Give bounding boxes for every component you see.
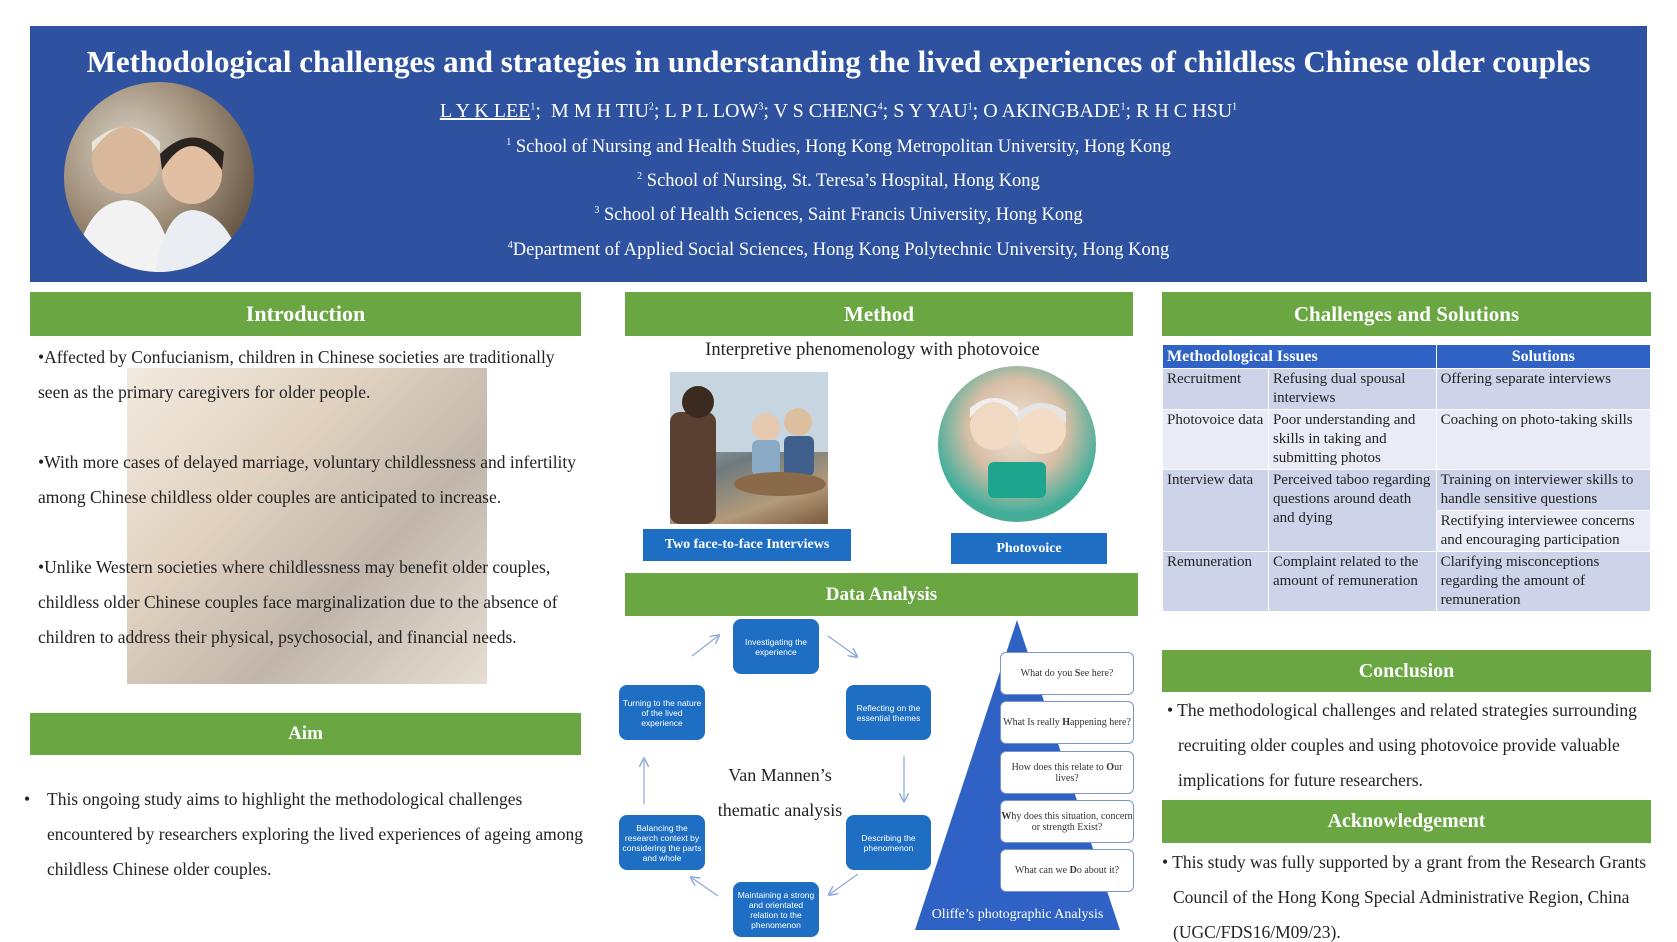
table-row: [1163, 470, 1651, 511]
oliffe-question: [1000, 849, 1134, 892]
author-affil-sup: 2: [648, 101, 654, 113]
interview-photo: [670, 372, 828, 524]
photovoice-photo: [938, 366, 1096, 522]
affil-text: School of Nursing, St. Teresa’s Hospital, Hong Kong: [642, 171, 1040, 192]
author-affil-sup: 1: [1232, 101, 1238, 113]
photovoice-label: Photovoice: [951, 533, 1107, 564]
table-row: [1163, 410, 1651, 470]
affiliation-4: [30, 240, 1647, 261]
van-mannen-line-1: Van Mannen’s: [728, 765, 832, 785]
q-key: O: [1106, 761, 1115, 773]
author-name: V S CHENG: [773, 100, 878, 122]
issue-cell: Recruitment: [1163, 369, 1269, 410]
van-mannen-line-2: thematic analysis: [717, 800, 843, 820]
issue-cell: Interview data: [1163, 470, 1269, 552]
affil-text: Department of Applied Social Sciences, Hong Kong Polytechnic University, Hong Kong: [512, 240, 1170, 261]
introduction-body: [38, 340, 583, 690]
intro-paragraph: •With more cases of delayed marriage, voluntary childlessness and infertility among Chinese childless older couples are anticipated to increase.: [38, 452, 577, 507]
affiliation-2: [30, 171, 1647, 192]
aim-text: This ongoing study aims to highlight the methodological challenges encountered by researchers exploring the lived experiences of ageing among childless Chinese older couples.: [47, 789, 583, 879]
author-list: L Y K LEE$^1$; M M H TIU$^2$; L P L LOW$^3$; V S CHENG$^4$; S Y YAU$^1$; O AKINGBADE$^1$; R H C HSU$^1$: [439, 100, 1238, 122]
oliffe-question: [1000, 701, 1134, 744]
author-name: R H C HSU: [1136, 100, 1233, 122]
detail-cell: Perceived taboo regarding questions around death and dying: [1268, 470, 1436, 552]
solution-cell: Clarifying misconceptions regarding the amount of remuneration: [1436, 552, 1650, 612]
affil-sup: 4: [507, 240, 513, 251]
affil-text: School of Nursing and Health Studies, Hong Kong Metropolitan University, Hong Kong: [511, 137, 1171, 158]
cycle-step: Turning to the nature of the lived experience: [619, 685, 705, 740]
table-header-row: [1163, 345, 1651, 369]
q-key: W: [1001, 810, 1012, 822]
aim-body: [24, 782, 594, 887]
author-name: L P L LOW: [664, 100, 759, 122]
challenges-heading: Challenges and Solutions: [1162, 292, 1651, 336]
author-name: L Y K LEE: [439, 100, 531, 122]
introduction-heading: Introduction: [30, 292, 581, 336]
detail-cell: Complaint related to the amount of remuneration: [1268, 552, 1436, 612]
data-analysis-heading: Data Analysis: [625, 573, 1138, 616]
author-affil-sup: 4: [877, 101, 883, 113]
q-post: ur lives?: [1055, 761, 1123, 784]
issue-cell: Remuneration: [1163, 552, 1269, 612]
affil-sup: 1: [506, 137, 512, 148]
author-affil-sup: 1: [530, 101, 536, 113]
detail-cell: Refusing dual spousal interviews: [1268, 369, 1436, 410]
author-affil-sup: 1: [1120, 101, 1126, 113]
affiliation-3: [30, 205, 1647, 226]
poster-title: Methodological challenges and strategies in understanding the lived experiences of childless Chinese older couples: [86, 44, 1591, 79]
issue-cell: Photovoice data: [1163, 410, 1269, 470]
cycle-step: Balancing the research context by considering the parts and whole: [619, 815, 705, 870]
solution-cell: Coaching on photo-taking skills: [1436, 410, 1650, 470]
q-pre: How does this relate to: [1011, 761, 1107, 773]
challenges-table: [1162, 344, 1651, 612]
affil-sup: 3: [594, 205, 600, 216]
q-post: appening here?: [1070, 717, 1131, 728]
oliffe-question: [1000, 751, 1134, 794]
intro-paragraph: •Unlike Western societies where childlessness may benefit older couples, childless older Chinese couples face marginalization due to the absence of children to address their physical, psychosocial, and financial needs.: [38, 557, 558, 647]
affiliation-1: [30, 137, 1647, 158]
cycle-step: Reflecting on the essential themes: [846, 685, 931, 740]
table-row: [1163, 552, 1651, 612]
oliffe-label: Oliffe’s photographic Analysis: [931, 907, 1104, 922]
cycle-step: Maintaining a strong and orientated relation to the phenomenon: [733, 882, 819, 937]
author-affil-sup: 3: [758, 101, 764, 113]
intro-paragraph: •Affected by Confucianism, children in Chinese societies are traditionally seen as the primary caregivers for older people.: [38, 347, 555, 402]
detail-cell: Poor understanding and skills in taking and submitting photos: [1268, 410, 1436, 470]
col-solutions-header: Solutions: [1436, 345, 1650, 369]
q-pre: What Is really: [1003, 717, 1063, 728]
q-key: H: [1062, 717, 1071, 728]
conclusion-text: • The methodological challenges and related strategies surrounding recruiting older couples and using photovoice provide valuable implications for future researchers.: [1167, 700, 1637, 790]
poster-header: [30, 26, 1647, 282]
q-post: o about it?: [1076, 865, 1120, 876]
cycle-step: Describing the phenomenon: [846, 815, 931, 870]
cycle-step: Investigating the experience: [733, 619, 819, 674]
conclusion-heading: Conclusion: [1162, 650, 1651, 692]
table-row: [1163, 369, 1651, 410]
author-name: S Y YAU: [893, 100, 968, 122]
solution-cell: Offering separate interviews: [1436, 369, 1650, 410]
interviews-label: Two face-to-face Interviews: [643, 529, 851, 561]
solution-cell: Training on interviewer skills to handle sensitive questions: [1436, 470, 1650, 511]
q-key: S: [1074, 668, 1081, 679]
q-post: ee here?: [1080, 668, 1114, 679]
oliffe-question: [1000, 800, 1134, 843]
q-post: hy does this situation, concern or strength Exist?: [1011, 810, 1133, 833]
solution-cell: Rectifying interviewee concerns and encouraging participation: [1436, 511, 1650, 552]
author-name: M M H TIU: [550, 100, 649, 122]
author-name: O AKINGBADE: [983, 100, 1121, 122]
method-heading: Method: [625, 292, 1133, 336]
q-key: D: [1069, 865, 1077, 876]
q-pre: What can we: [1014, 865, 1070, 876]
aim-bullet: •: [24, 789, 31, 809]
col-issues-header: Methodological Issues: [1163, 345, 1437, 369]
aim-heading: Aim: [30, 713, 581, 755]
affil-text: School of Health Sciences, Saint Francis University, Hong Kong: [599, 205, 1083, 226]
method-subtitle: Interpretive phenomenology with photovoice: [705, 340, 1040, 360]
van-mannen-label: [700, 758, 860, 828]
oliffe-question: [1000, 652, 1134, 695]
acknowledgement-text: • This study was fully supported by a grant from the Research Grants Council of the Hong Kong Special Administrative Region, China (UGC/FDS16/M09/23).: [1162, 852, 1647, 942]
q-pre: What do you: [1020, 668, 1075, 679]
acknowledgement-heading: Acknowledgement: [1162, 800, 1651, 843]
affil-sup: 2: [637, 171, 643, 182]
author-affil-sup: 1: [967, 101, 973, 113]
